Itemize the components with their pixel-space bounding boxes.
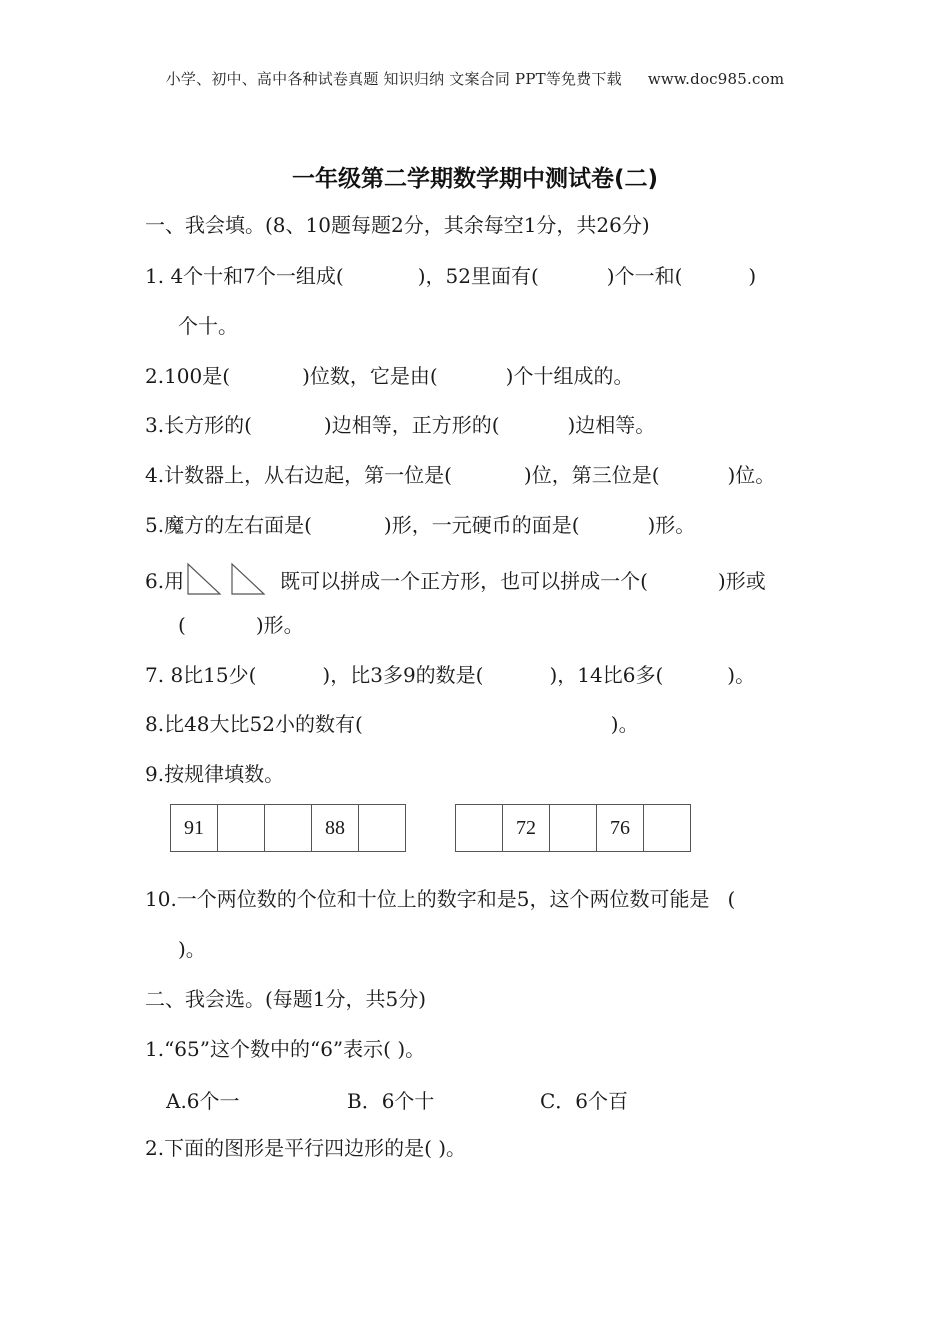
question-1-10: 10.一个两位数的个位和十位上的数字和是5，这个两位数可能是 ( xyxy=(145,887,736,911)
header-url[interactable]: www.doc985.com xyxy=(647,70,785,88)
pattern-cell-blank[interactable] xyxy=(549,804,597,852)
pattern-cell: 91 xyxy=(170,804,218,852)
option-c[interactable]: C．6个百 xyxy=(540,1089,629,1113)
page-header xyxy=(0,68,950,89)
question-1-6: 6.用 既可以拼成一个正方形，也可以拼成一个( )形或 xyxy=(145,562,766,602)
question-2-1: 1.“65”这个数中的“6”表示( )。 xyxy=(145,1037,426,1061)
number-pattern-row-2 xyxy=(456,804,691,852)
question-1-3: 3.长方形的( )边相等，正方形的( )边相等。 xyxy=(145,413,656,437)
option-a[interactable]: A.6个一 xyxy=(166,1089,240,1113)
right-triangle-icon xyxy=(188,564,220,594)
section1-heading: 一、我会填。(8、10题每题2分，其余每空1分，共26分) xyxy=(145,213,650,237)
question-1-1: 1. 4个十和7个一组成( )，52里面有( )个一和( ) xyxy=(145,264,757,288)
question-1-1-continued: 个十。 xyxy=(178,314,238,338)
pattern-cell: 72 xyxy=(502,804,550,852)
header-text: 小学、初中、高中各种试卷真题 知识归纳 文案合同 PPT等免费下载 xyxy=(165,70,622,88)
question-2-2: 2.下面的图形是平行四边形的是( )。 xyxy=(145,1136,467,1160)
question-1-7: 7. 8比15少( )，比3多9的数是( )，14比6多( )。 xyxy=(145,663,756,687)
question-1-6-continued: ( )形。 xyxy=(178,613,304,637)
section2-heading: 二、我会选。(每题1分，共5分) xyxy=(145,987,427,1011)
pattern-cell-blank[interactable] xyxy=(217,804,265,852)
number-pattern-row-1 xyxy=(171,804,406,852)
pattern-cell-blank[interactable] xyxy=(264,804,312,852)
pattern-cell-blank[interactable] xyxy=(455,804,503,852)
question-1-9: 9.按规律填数。 xyxy=(145,762,285,786)
right-triangle-icon xyxy=(232,564,264,594)
triangle-pair-figure xyxy=(184,562,280,602)
question-1-5: 5.魔方的左右面是( )形，一元硬币的面是( )形。 xyxy=(145,513,696,537)
pattern-cell: 76 xyxy=(596,804,644,852)
option-b[interactable]: B．6个十 xyxy=(347,1089,435,1113)
pattern-cell-blank[interactable] xyxy=(643,804,691,852)
question-1-4: 4.计数器上，从右边起，第一位是( )位，第三位是( )位。 xyxy=(145,463,776,487)
pattern-cell: 88 xyxy=(311,804,359,852)
question-1-10-continued: )。 xyxy=(178,937,206,961)
pattern-cell-blank[interactable] xyxy=(358,804,406,852)
question-1-8: 8.比48大比52小的数有( )。 xyxy=(145,712,639,736)
exam-title: 一年级第二学期数学期中测试卷(二) xyxy=(291,166,659,192)
question-1-2: 2.100是( )位数，它是由( )个十组成的。 xyxy=(145,364,634,388)
